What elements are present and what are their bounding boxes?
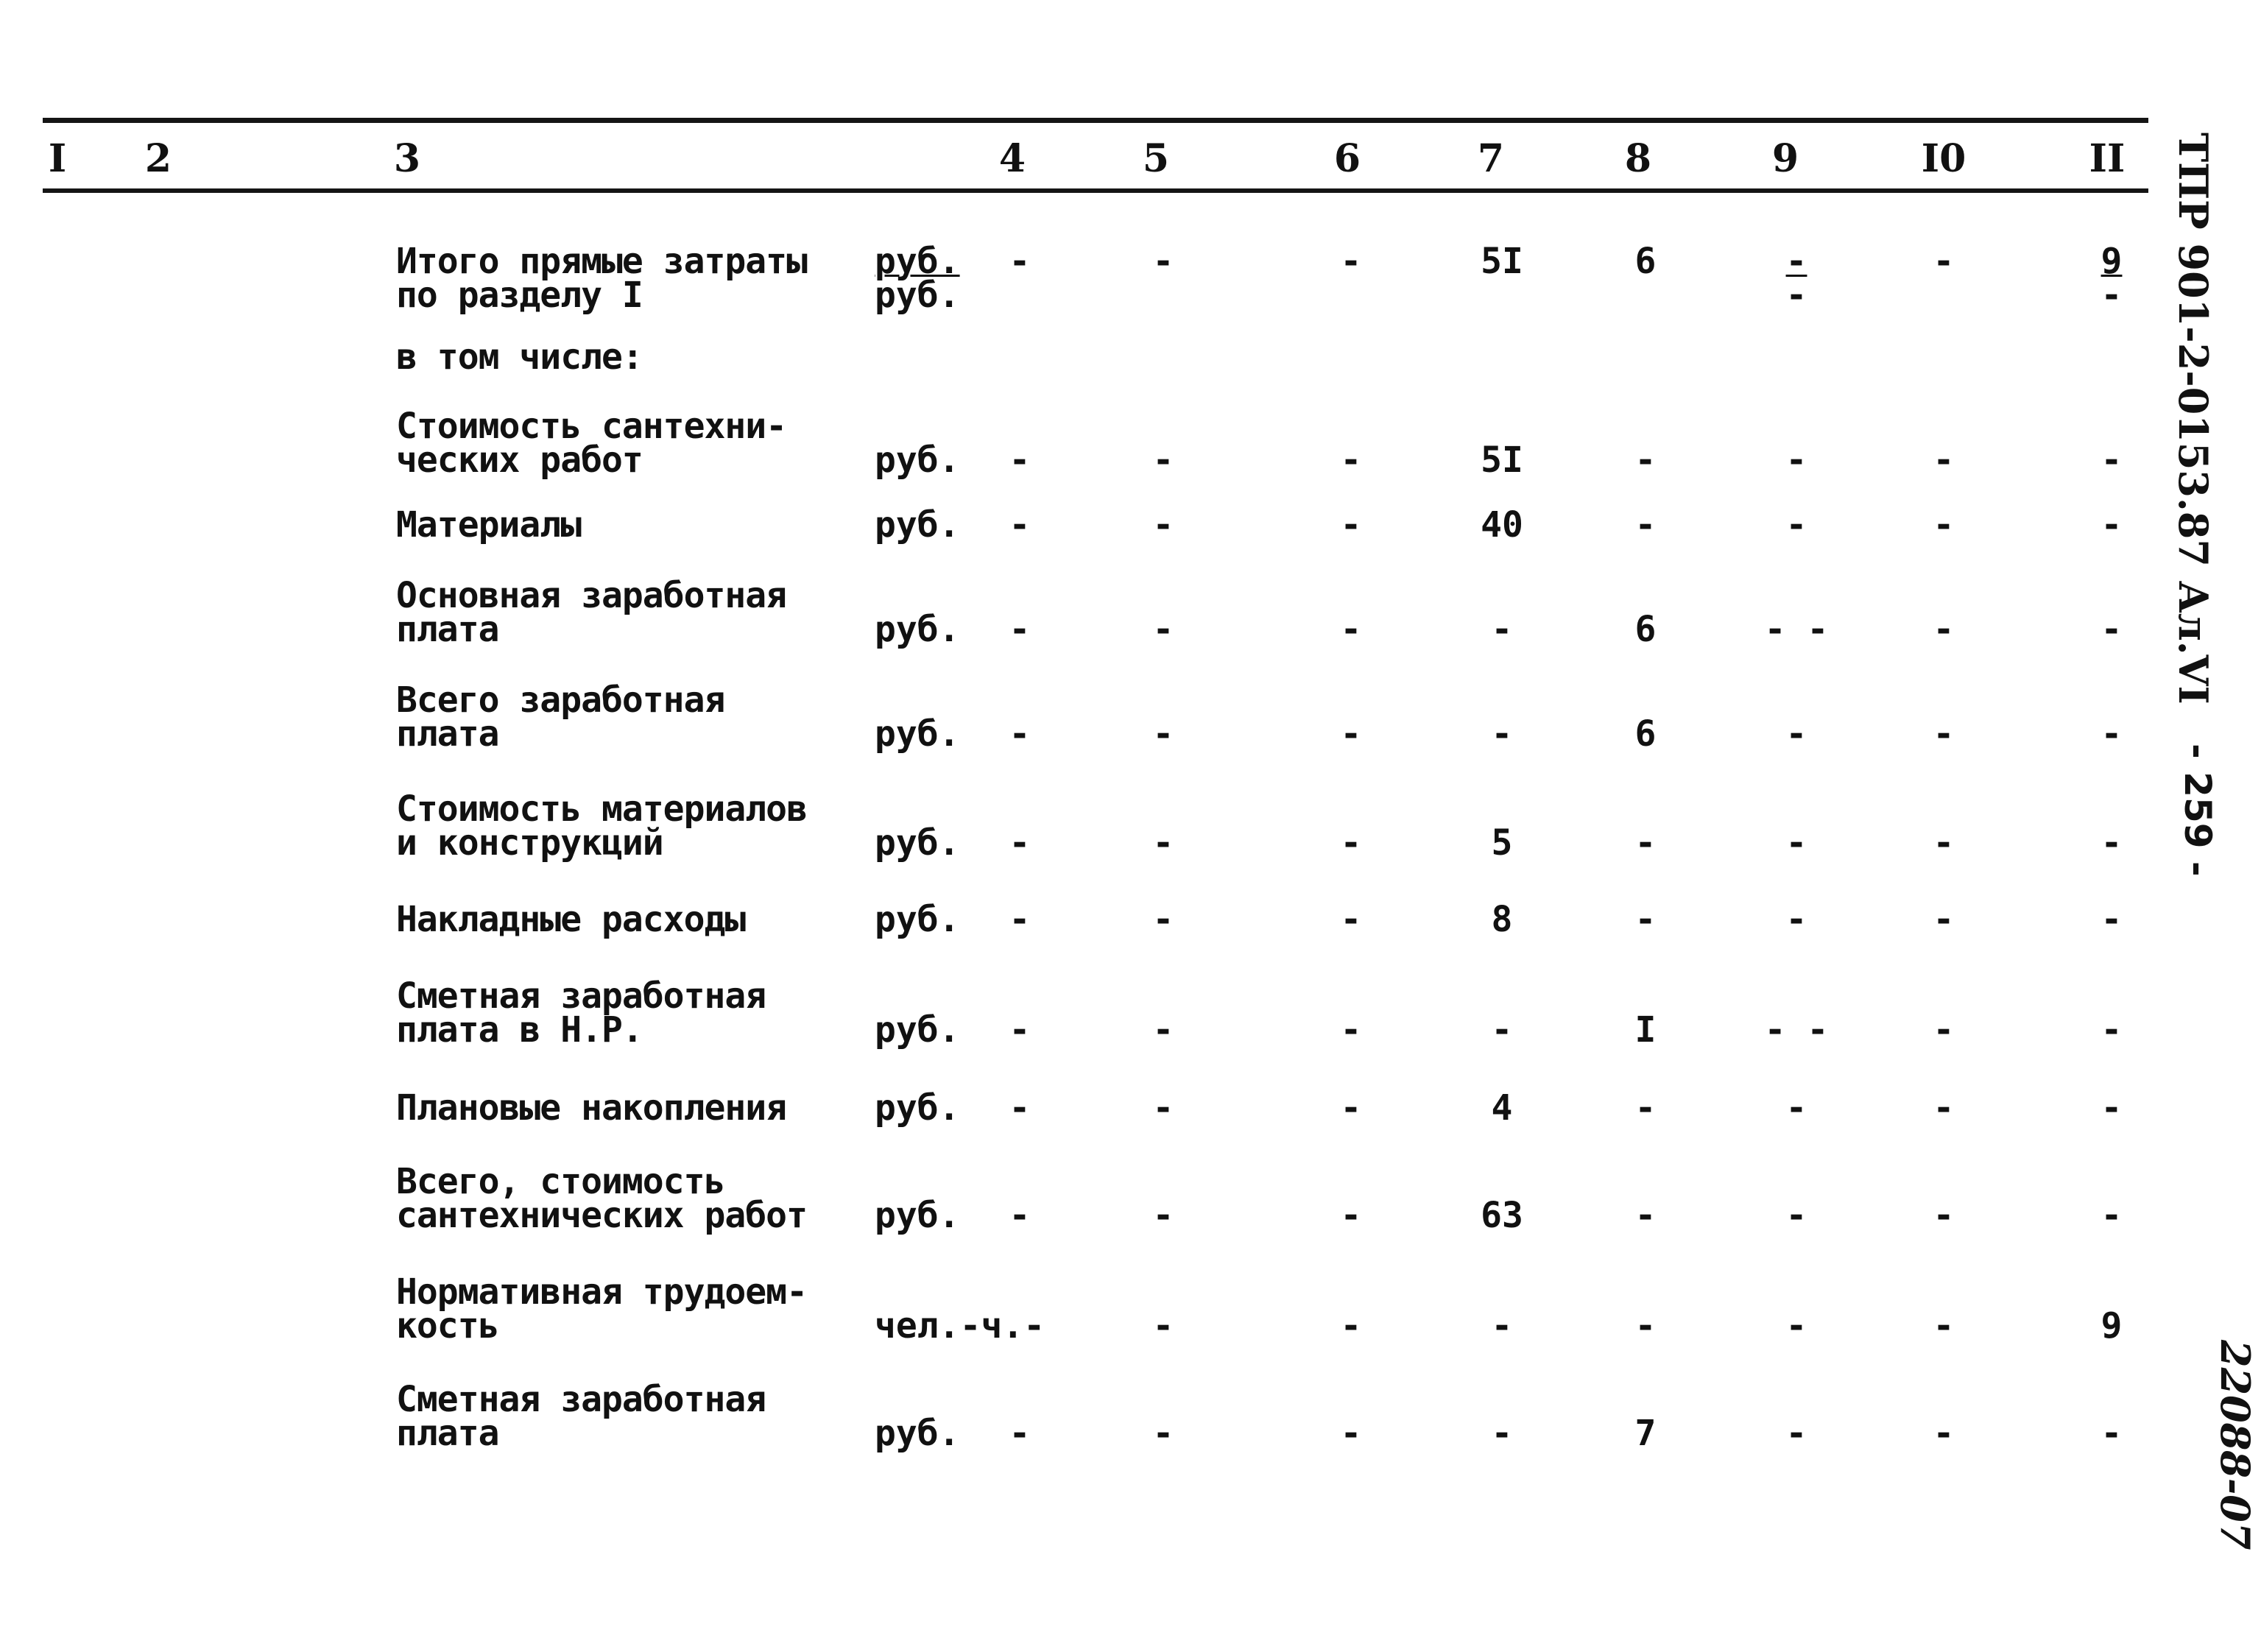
value-cell-col-7: - <box>1491 1305 1513 1346</box>
value-cell-col-11: - <box>2100 440 2123 481</box>
value-cell-col-10: - <box>1933 440 1955 481</box>
row-label-line: Материалы <box>396 504 582 546</box>
row-label-line: Итого прямые затраты <box>396 241 807 282</box>
value-cell-col-9: - <box>1785 241 1807 282</box>
value-cell-col-9: - <box>1785 504 1807 546</box>
value-cell-line2-col-9: - <box>1785 275 1807 316</box>
value-cell-col-8: 6 <box>1634 609 1657 650</box>
row-label <box>396 679 867 755</box>
value-cell-col-11: - <box>2100 822 2123 864</box>
unit-cell: руб. <box>875 899 960 940</box>
value-cell-col-5: - <box>1152 713 1174 755</box>
unit-cell: руб. <box>875 609 960 650</box>
unit-cell: руб. <box>875 822 960 864</box>
value-cell-col-9: - <box>1785 713 1807 755</box>
value-cell-col-4: - <box>1009 241 1031 282</box>
row-label-line: ческих работ <box>396 440 643 481</box>
unit-cell: руб. <box>875 275 960 316</box>
value-cell-col-4: - <box>1009 822 1031 864</box>
value-cell-col-6: - <box>1340 822 1362 864</box>
value-cell-col-8: 6 <box>1634 713 1657 755</box>
value-cell-col-11: - <box>2100 504 2123 546</box>
value-cell-col-11: - <box>2100 1413 2123 1454</box>
row-label-line: плата в Н.Р. <box>396 1009 643 1051</box>
row-label-line: плата <box>396 609 499 650</box>
header-col-9: 9 <box>1771 136 1799 181</box>
value-cell-col-6: - <box>1340 1195 1362 1236</box>
value-cell-col-4: - <box>1009 1413 1031 1454</box>
value-cell-col-4: - <box>1009 1087 1031 1129</box>
value-cell-col-7: 8 <box>1491 899 1513 940</box>
row-label-line: в том числе: <box>396 336 643 378</box>
value-cell-col-5: - <box>1152 241 1174 282</box>
value-cell-col-5: - <box>1152 1087 1174 1129</box>
value-cell-col-11: - <box>2100 1009 2123 1051</box>
row-label <box>396 406 867 481</box>
row-label-line: Всего заработная <box>396 679 725 721</box>
value-cell-col-5: - <box>1152 1305 1174 1346</box>
value-cell-col-9: - <box>1785 822 1807 864</box>
header-col-4: 4 <box>998 136 1026 181</box>
value-cell-col-5: - <box>1152 1413 1174 1454</box>
value-cell-col-10: - <box>1933 899 1955 940</box>
row-label <box>396 788 867 864</box>
value-cell-col-11: - <box>2100 713 2123 755</box>
value-cell-col-4: - <box>1009 1195 1031 1236</box>
value-cell-col-4: - <box>1009 504 1031 546</box>
header-bottom-rule <box>43 188 2148 193</box>
value-cell-col-10: - <box>1933 1087 1955 1129</box>
value-cell-col-11: - <box>2100 1087 2123 1129</box>
page-number: - 259 - <box>2176 744 2219 877</box>
value-cell-col-8: 7 <box>1634 1413 1657 1454</box>
unit-cell: руб. <box>875 1009 960 1051</box>
value-cell-col-11: 9 <box>2100 241 2123 282</box>
value-cell-col-10: - <box>1933 822 1955 864</box>
header-col-8: 8 <box>1624 136 1652 181</box>
value-cell-col-10: - <box>1933 1009 1955 1051</box>
row-label-line: Накладные расходы <box>396 899 746 940</box>
value-cell-col-4: - <box>1009 713 1031 755</box>
value-cell-col-9: - - <box>1764 1009 1829 1051</box>
value-cell-col-10: - <box>1933 713 1955 755</box>
value-cell-col-6: - <box>1340 1087 1362 1129</box>
value-cell-col-8: 6 <box>1634 241 1657 282</box>
value-cell-line2-col-11: - <box>2100 275 2123 316</box>
row-label <box>396 336 867 378</box>
value-cell-col-6: - <box>1340 1009 1362 1051</box>
value-cell-col-8: - <box>1634 822 1657 864</box>
header-col-11: II <box>2089 136 2126 181</box>
row-label-line: Сметная заработная <box>396 975 766 1017</box>
row-label <box>396 1161 867 1236</box>
row-label <box>396 241 867 316</box>
row-label-line: плата <box>396 713 499 755</box>
unit-cell: чел.-ч.- <box>875 1305 1045 1346</box>
header-col-7: 7 <box>1477 136 1505 181</box>
value-cell-col-5: - <box>1152 504 1174 546</box>
value-cell-col-7: - <box>1491 713 1513 755</box>
value-cell-col-9: - - <box>1764 609 1829 650</box>
row-label <box>396 1379 867 1454</box>
row-label <box>396 1271 867 1346</box>
value-cell-col-9: - <box>1785 1195 1807 1236</box>
value-cell-col-7: - <box>1491 609 1513 650</box>
value-cell-col-7: 4 <box>1491 1087 1513 1129</box>
value-cell-col-7: 63 <box>1481 1195 1523 1236</box>
row-label-line: Стоимость сантехни- <box>396 406 787 447</box>
row-label <box>396 575 867 650</box>
value-cell-col-11: - <box>2100 609 2123 650</box>
value-cell-col-4: - <box>1009 1009 1031 1051</box>
value-cell-col-9: - <box>1785 1087 1807 1129</box>
header-col-10: I0 <box>1921 136 1967 181</box>
value-cell-col-11: - <box>2100 1195 2123 1236</box>
value-cell-col-9: - <box>1785 1305 1807 1346</box>
value-cell-col-7: 5 <box>1491 822 1513 864</box>
unit-cell: руб. <box>875 1087 960 1129</box>
value-cell-col-7: 5I <box>1481 440 1523 481</box>
row-label <box>396 1087 867 1129</box>
value-cell-col-9: - <box>1785 440 1807 481</box>
value-cell-col-9: - <box>1785 1413 1807 1454</box>
value-cell-col-10: - <box>1933 609 1955 650</box>
value-cell-col-7: - <box>1491 1009 1513 1051</box>
row-label <box>396 899 867 940</box>
unit-cell: руб. <box>875 1413 960 1454</box>
value-cell-col-4: - <box>1009 609 1031 650</box>
row-label-line: Стоимость материалов <box>396 788 807 830</box>
row-label-line: Нормативная трудоем- <box>396 1271 807 1313</box>
value-cell-col-10: - <box>1933 1413 1955 1454</box>
row-label-line: Основная заработная <box>396 575 787 616</box>
header-col-3: 3 <box>393 136 421 181</box>
value-cell-col-11: - <box>2100 899 2123 940</box>
value-cell-col-8: I <box>1634 1009 1657 1051</box>
unit-cell: руб. <box>875 713 960 755</box>
value-cell-col-6: - <box>1340 1413 1362 1454</box>
value-cell-col-7: 40 <box>1481 504 1523 546</box>
row-label <box>396 504 867 546</box>
value-cell-col-7: - <box>1491 1413 1513 1454</box>
row-label-line: плата <box>396 1413 499 1454</box>
value-cell-col-4: - <box>1009 899 1031 940</box>
row-label-line: Сметная заработная <box>396 1379 766 1420</box>
row-label-line: сантехнических работ <box>396 1195 807 1236</box>
archive-number: 22088-07 <box>2212 1340 2259 1550</box>
unit-cell: руб. <box>875 1195 960 1236</box>
value-cell-col-5: - <box>1152 1009 1174 1051</box>
value-cell-col-7: 5I <box>1481 241 1523 282</box>
row-label-line: по разделу I <box>396 275 643 316</box>
value-cell-col-5: - <box>1152 899 1174 940</box>
row-label-line: Плановые накопления <box>396 1087 787 1129</box>
unit-cell: руб. <box>875 504 960 546</box>
value-cell-col-8: - <box>1634 1087 1657 1129</box>
value-cell-col-10: - <box>1933 504 1955 546</box>
value-cell-col-6: - <box>1340 899 1362 940</box>
value-cell-col-6: - <box>1340 440 1362 481</box>
value-cell-col-6: - <box>1340 1305 1362 1346</box>
value-cell-col-5: - <box>1152 822 1174 864</box>
unit-cell: руб. <box>875 440 960 481</box>
value-cell-col-6: - <box>1340 504 1362 546</box>
value-cell-col-6: - <box>1340 241 1362 282</box>
value-cell-col-8: - <box>1634 504 1657 546</box>
row-label-line: Всего, стоимость <box>396 1161 725 1202</box>
row-label <box>396 975 867 1051</box>
row-label-line: кость <box>396 1305 499 1346</box>
value-cell-col-8: - <box>1634 899 1657 940</box>
value-cell-col-6: - <box>1340 713 1362 755</box>
row-label-line: и конструкций <box>396 822 663 864</box>
value-cell-col-5: - <box>1152 440 1174 481</box>
value-cell-col-10: - <box>1933 241 1955 282</box>
header-col-6: 6 <box>1333 136 1361 181</box>
unit-cell: руб. <box>875 241 960 282</box>
value-cell-col-6: - <box>1340 609 1362 650</box>
value-cell-col-10: - <box>1933 1195 1955 1236</box>
value-cell-col-8: - <box>1634 1305 1657 1346</box>
value-cell-col-9: - <box>1785 899 1807 940</box>
value-cell-col-4: - <box>1009 440 1031 481</box>
header-col-1: I <box>48 136 67 181</box>
top-rule <box>43 118 2148 123</box>
value-cell-col-5: - <box>1152 1195 1174 1236</box>
header-col-5: 5 <box>1142 136 1170 181</box>
header-col-2: 2 <box>144 136 172 181</box>
value-cell-col-8: - <box>1634 440 1657 481</box>
value-cell-col-8: - <box>1634 1195 1657 1236</box>
value-cell-col-10: - <box>1933 1305 1955 1346</box>
value-cell-col-11: 9 <box>2100 1305 2123 1346</box>
document-code: ТПР 901-2-0153.87 Ал.VI <box>2170 133 2217 705</box>
value-cell-col-5: - <box>1152 609 1174 650</box>
